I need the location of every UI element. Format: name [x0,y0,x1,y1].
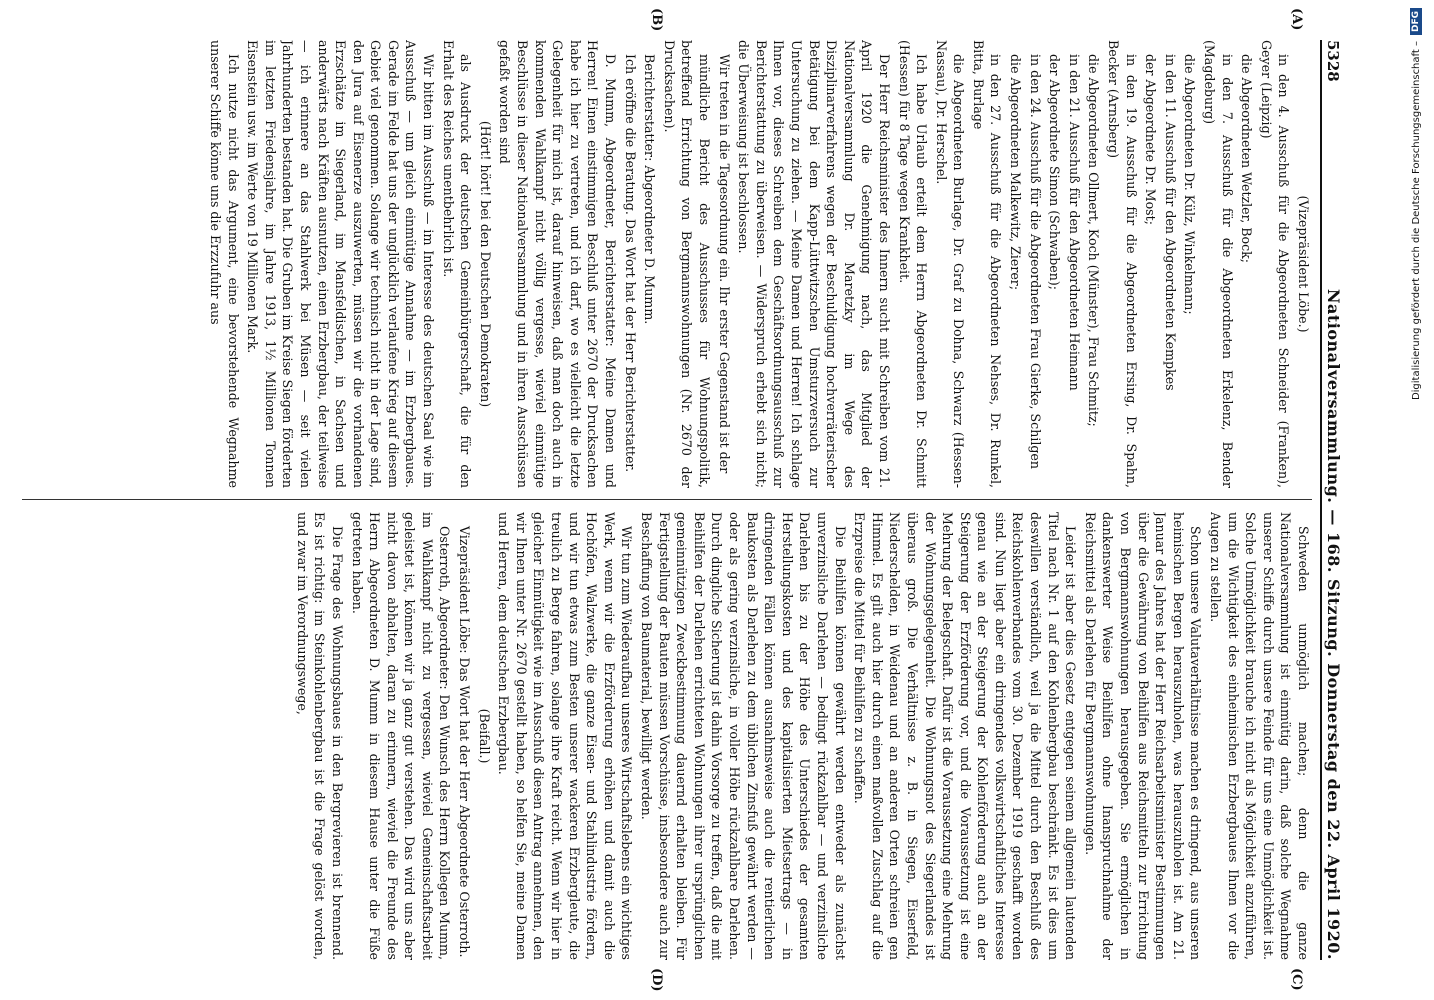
paragraph: Leider ist aber dies Gesetz entgegen seinem allgemein lautenden Titel nach Nr. 1 auf den Kohlenbergbau beschränkt. Es ist dies um deswillen verständlich, weil ja die Mittel durch den Beschluß des Reichskohlenverbandes vom 30. Dezember 1919 geschafft worden sind. Nun liegt aber ein dringendes volkswirtschaftliches Interesse genau wie an der Steigerung der Kohlenförderung auch an der Steigerung der Erzförderung vor, und die Voraussetzung ist eine Mehrung der Belegschaft. Dafür ist die Voraussetzung eine Mehrung der Wohnungsgelegenheit. Die Wohnungsnot des Siegerlandes ist überaus groß. Die Verhältnisse z. B. in Siegen, Eiserfeld, Niederschelden, in Weidenau und an anderen Orten schreien gen Himmel. Es gilt auch hier durch einen maßvollen Zuschlag auf die Erzpreise die Mittel für Beihilfen zu schaffen. [852,512,1079,960]
paragraph: Wir bitten im Ausschuß — im Interesse des deutschen Saal wie im Ausschuß — um gleich einmütige Annahme — im Erzbergbaues. Gerade im Felde hat uns der unglücklich verlaufene Krieg auf diesem Gebiet viel genommen. Solange wir technisch nicht in der Lage sind, den Jura auf Eisenerze auszuwerten, müssen wir die vorhandenen Erzschätze im Siegerland, im Mansfeldischen, in Sachsen und anderwärts nach Kräften ausnutzen, einen Erzbergbau, der teilweise — ich erinnere an das Stahlwerk bei Müsen — seit vielen Jahrhunderten bestanden hat. Die Gruben im Kreise Siegen förderten im letzten Friedensjahre, im Jahre 1913, 1½ Millionen Tonnen Eisenstein usw. im Werte von 19 Millionen Mark. [245,40,437,488]
header-rule [1320,40,1322,960]
paragraph: D. Mumm, Abgeordneter, Berichterstatter: Meine Damen und Herren! Einen einstimmigen Beschluß unter 2670 der Drucksachen habe ich hier zu vertreten, und ich darf, wo es vielleicht die letzte Gelegenheit für mich ist, darauf hinweisen, daß man doch auch in kommenden Wahlkampf nicht völlig vergesse, wieviel einmütige Beschlüsse in dieser Nationalversammlung und in ihren Ausschüssen gefaßt worden sind [497,40,619,488]
paragraph: der Abgeordnete Dr. Most; [1143,54,1159,225]
paragraph: Die Beihilfen können gewährt werden entweder als zunächst unverzinsliche Darlehen — bedingt rückzahlbar — und verzinsliche Darlehen bis zu der Höhe des Unterschiedes der gesamten Herstellungskosten und des kapitalisierten Mietsertrags — in dringenden Fällen können ausnahmsweise auch die rentierlichen Baukosten als Darlehen zu dem üblichen Zinsfuß gewährt werden — oder als gering verzinsliche, in voller Höhe rückzahlbare Darlehen. Durch dingliche Sicherung ist dahin Vorsorge zu treffen, daß die mit Beihilfen der Darlehen errichteten Wohnungen ihrer ursprünglichen gemeinnützigen Zweckbestimmung dauernd erhalten bleiben. Für Fertigstellung der Bauten müssen Vorschüsse, insbesondere auch zur Beschaffung von Baumaterial, bewilligt werden. [639,512,848,960]
paragraph: die Abgeordneten Dr. Külz, Winkelmann; [1182,54,1198,315]
page-header [1324,40,1354,960]
paragraph: Wir treten in die Tagesordnung ein. Ihr erster Gegenstand ist der [716,54,732,474]
margin-marker-b: (B) [649,8,664,32]
paragraph: Berichterstatter: Abgeordneter D. Mumm. [642,54,658,325]
paragraph: Ich eröffne die Beratung. Das Wort hat der Herr Berichterstatter. [622,54,638,473]
paragraph: in den 27. Ausschuß für die Abgeordneten Nehses, Dr. Runkel, Bitta, Burlage [970,40,1004,488]
paragraph: die Abgeordneten Malkewitz, Zierer; [1008,54,1024,291]
margin-marker-c: (C) [1289,968,1304,991]
paragraph: (Beifall.) [476,708,492,764]
paragraph: mündliche Bericht des Ausschusses für Wohnungspolitik, betreffend Errichtung von Bergmannswohnungen (Nr. 2670 der Drucksachen). [661,40,712,488]
paragraph: (Vizepräsident Löbe.) [1296,195,1311,333]
paragraph: Osterroth, Abgeordneter: Den Wunsch des Herrn Kollegen Mumm, im Wahlkampf nicht zu vergessen, wieviel Gemeinschaftsarbeit geleistet ist, können wir ja ganz gut verstehen. Das wird uns aber nicht davon abhalten, daran zu erinnern, wieviel die Freunde des Herrn Abgeordneten D. Mumm in diesem Hause unter die Füße getreten haben. [349,512,453,960]
paragraph: (Hört! hört! bei den Deutschen Demokraten) [477,120,493,408]
credit-text: Digitalisierung gefördert durch die Deutsche Forschungsgemeinschaft – [1410,41,1422,401]
paragraph: in den 7. Ausschuß für die Abgeordneten Erkelenz, Bender (Magdeburg) [1202,40,1235,488]
paragraph: Die Frage des Wohnungsbaues in den Bergrevieren ist brennend. Es ist richtig: im Steinkohlenbergbau ist die Frage gelöst worden, und zwar im Verordnungswege, [294,512,345,960]
paragraph: die Abgeordneten Wetzler, Bock; [1239,54,1255,264]
paragraph: die Abgeordneten Burlage, Dr. Graf zu Dohna, Schwarz (Hessen-Nassau), Dr. Herschel. [933,40,967,488]
paragraph: in den 11. Ausschuß für den Abgeordneten Kempkes [1162,54,1178,391]
page-number: 5328 [1324,40,1342,82]
paragraph: Ich nutze nicht das Argument, eine bevorstehende Wegnahme unserer Schiffe könne uns die Erzzufuhr aus [207,40,241,488]
paragraph: in den 21. Ausschuß für den Abgeordneten Heimann [1066,54,1082,391]
paragraph: Vizepräsident Löbe: Das Wort hat der Herr Abgeordnete Osterroth. [457,526,473,958]
left-text-column [22,40,1312,488]
paragraph: Ich habe Urlaub erteilt dem Herrn Abgeordneten Dr. Schmitt (Hessen) für 8 Tage wegen Krankheit. [896,40,930,488]
paragraph: Schon unsere Valutaverhältnisse machen es dringend, aus unseren heimischen Bergen herauszuholen, was herauszuholen ist. Am 21. Januar des Jahres hat der Herr Reichsarbeitsminister Bestimmungen über die Gewährung von Beihilfen aus Reichsmitteln zur Errichtung von Bergmannswohnungen herausgegeben. Sie ermöglichen in dankenswerter Weise Beihilfen ohne Inanspruchnahme der Reichsmittel als Darlehen für Bergmannswohnungen. [1082,512,1204,960]
dfg-logo: DFG [1410,8,1422,35]
margin-marker-a: (A) [1289,8,1304,31]
paragraph: Der Herr Reichsminister des Innern sucht mit Schreiben vom 21. April 1920 die Genehmigung nach, das Mitglied der Nationalversammlung Dr. Maretzky im Wege des Disziplinarverfahrens wegen der Beschuldigung hochverräterischer Betätigung bei dem Kapp-Lüttwitzschen Umsturzversuch zur Untersuchung zu ziehen. — Meine Damen und Herren! Ich schlage Ihnen vor, dieses Schreiben dem Geschäftsordnungsausschuß zur Berichterstattung zu überweisen. — Widerspruch erhebt sich nicht; die Überweisung ist beschlossen. [736,40,892,488]
paragraph: in den 19. Ausschuß für die Abgeordneten Ersing, Dr. Spahn, Becker (Arnsberg) [1106,40,1139,488]
page-title: Nationalversammlung. — 168. Sitzung. Donnerstag den 22. April 1920. [1324,288,1343,960]
column-divider [22,499,1312,500]
paragraph: Schweden unmöglich machen; denn die ganze Nationalversammlung ist einmütig darin, daß solche Wegnahme unserer Schiffe durch unsere Feinde für uns eine Unmöglichkeit ist. Solche Unmöglichkeit brauche ich nicht als Möglichkeit anzuführen, um die Wichtigkeit des einheimischen Erzbergbaues Ihnen vor die Augen zu stellen. [1208,512,1311,960]
margin-marker-d: (D) [649,968,664,992]
paragraph: in den 4. Ausschuß für die Abgeordneten Schneider (Franken), Geyer (Leipzig) [1258,40,1292,488]
paragraph: in den 24. Ausschuß für die Abgeordneten Frau Gierke, Schilgen [1027,54,1043,469]
paragraph: als Ausdruck der deutschen Gemeinbürgerschaft, die für den Erhalt des Reiches unentbehrlich ist. [440,40,474,488]
right-text-column [22,512,1312,960]
paragraph: die Abgeordneten Ollmert, Koch (Münster), Frau Schmitz; [1086,54,1102,427]
paragraph: Wir tun zum Wiederaufbau unseres Wirtschaftslebens ein wichtiges Werk, wenn wir die Erzförderung erhöhen und damit auch die Hochöfen, Walzwerke, die ganze Eisen- und Stahlindustrie fördern, und wir tun etwas zum Besten unserer wackeren Erzbergleute, die treulich zu Berge fahren, solange ihre Kraft reicht. Wenn wir hier in gleicher Einmütigkeit wie im Ausschuß diesen Antrag annehmen, den wir Ihnen unter Nr. 2670 gestellt haben, so helfen Sie, meine Damen und Herren, dem deutschen Erzbergbau. [496,512,635,960]
digitization-credit [1402,8,1430,988]
paragraph: der Abgeordnete Simon (Schwaben); [1047,54,1063,291]
